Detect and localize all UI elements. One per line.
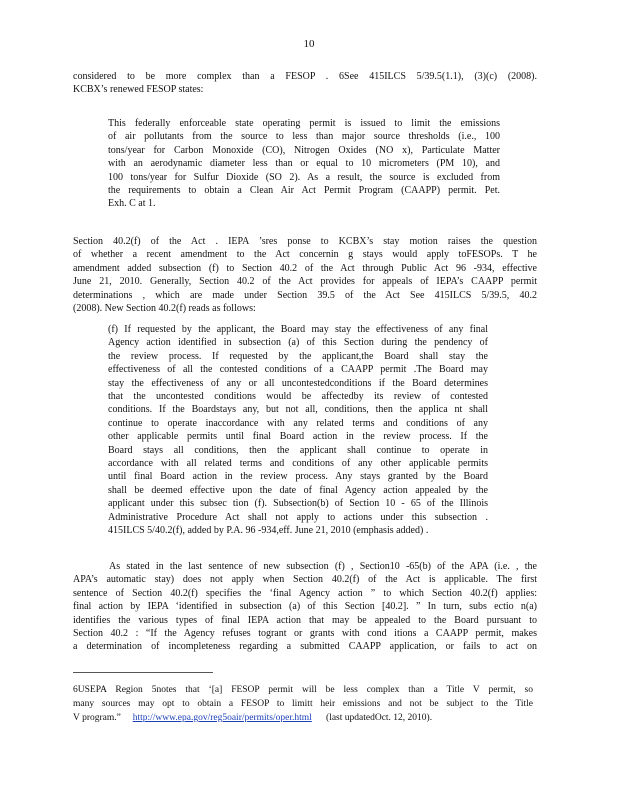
text-line: amendment added subsection (f) to Section 40.2 of the Act through Public Act 96 -934, effective <box>73 262 537 274</box>
text-line: that the uncontested conditions would be affectedby its review of contested <box>108 391 488 403</box>
text-line: continue to operate inaccordance with any related terms and conditions of any <box>108 417 488 429</box>
page-number: 10 <box>303 38 315 50</box>
text-line: Agency action identified in subsection (a) of this Section during the pendency of <box>108 337 488 349</box>
text-line: many sources may opt to obtain a FESOP to limitt heir emissions and not be subject to the Title <box>73 699 533 709</box>
text-line: shall be deemed effective upon the date of final Agency action appealed by the <box>108 484 488 496</box>
text-line: considered to be more complex than a FESOP . 6See 415ILCS 5/39.5(1.1), (3)(c) (2008). <box>73 71 537 82</box>
text-line: KCBX’s renewed FESOP states: <box>73 84 204 96</box>
text-line: tons/year for Carbon Monoxide (CO), Nitrogen Oxides (NO x), Particulate Matter <box>108 144 500 156</box>
text-line: determinations , which are made under Section 39.5 of the Act See 415ILCS 5/39.5, 40.2 <box>73 289 537 301</box>
footnote-divider <box>73 672 213 673</box>
paragraph-intro <box>73 70 537 97</box>
text-line: 100 tons/year for Sulfur Dioxide (SO 2). As a result, the source is excluded from <box>108 171 500 183</box>
text-line: the review process. If requested by the applicant,the Board shall stay the <box>108 350 488 362</box>
text-fragment: V program.” <box>73 713 121 723</box>
text-line: (f) If requested by the applicant, the Board may stay the effectiveness of any final <box>108 324 488 335</box>
text-line: 6USEPA Region 5notes that ‘[a] FESOP permit will be less complex than a Title V permit, so <box>73 685 533 695</box>
block-quote-permit <box>108 117 500 211</box>
text-line: conditions. If the Boardstays any, but not all, conditions, then the applica nt shall <box>108 404 488 416</box>
text-line: This federally enforceable state operating permit is issued to limit the emissions <box>108 118 500 129</box>
text-line: Section 40.2 : “If the Agency refuses togrant or grants with cond itions a CAAPP permit, makes <box>73 628 537 640</box>
text-line: sentence of Section 40.2(f) specifies the ‘final Agency action ” to which Section 40.2(f) applies: <box>73 587 537 599</box>
text-line: final action by IEPA ‘identified in subsection (a) of this Section [40.2]. ” In turn, subs ectio n(a) <box>73 601 537 613</box>
text-line: (2008). New Section 40.2(f) reads as follows: <box>73 303 256 315</box>
paragraph-analysis <box>73 560 537 654</box>
text-line: Administrative Procedure Act shall not apply to actions under this subsection . <box>108 511 488 523</box>
text-line: effectiveness of all the contested conditions of a CAAPP permit .The Board may <box>108 364 488 376</box>
text-line: other applicable permits until final Board action in the review process. If the <box>108 431 488 443</box>
text-line: until final Board action in the review process. Any stays granted by the Board <box>108 471 488 483</box>
block-quote-statute <box>108 323 488 538</box>
text-line: a determination of incompleteness regarding a submitted CAAPP application, or fails to act on <box>73 641 537 653</box>
footnote-last-line <box>73 711 533 725</box>
text-line: Exh. C at 1. <box>108 198 156 210</box>
text-line: with an aerodynamic diameter less than or equal to 10 micrometers (PM 10), and <box>108 158 500 170</box>
paragraph-section-heading <box>73 235 537 315</box>
text-line: stay the effectiveness of any or all uncontestedconditions if the Board determines <box>108 377 488 389</box>
text-line: the requirements to obtain a Clean Air Act Permit Program (CAAPP) permit. Pet. <box>108 185 500 197</box>
text-line: Board stays all conditions, then the applicant shall continue to operate in <box>108 444 488 456</box>
text-line: of whether a recent amendment to the Act concernin g stays would apply toFESOPs. T he <box>73 249 537 261</box>
text-line: As stated in the last sentence of new subsection (f) , Section10 -65(b) of the APA (i.e. , the <box>109 561 537 572</box>
text-line: June 21, 2010. Generally, Section 40.2 of the Act provides for appeals of IEPA’s CAAPP permit <box>73 276 537 288</box>
footnote-link[interactable]: http://www.epa.gov/reg5oair/permits/oper.html <box>132 713 312 723</box>
text-fragment: (last updatedOct. 12, 2010). <box>326 713 433 723</box>
text-line: applicant under this subsec tion (f). Subsection(b) of Section 10 - 65 of the Illinois <box>108 498 488 510</box>
text-line: 415ILCS 5/40.2(f), added by P.A. 96 -934,eff. June 21, 2010 (emphasis added) . <box>108 525 429 537</box>
footnote <box>73 683 533 725</box>
text-line: of air pollutants from the source to less than major source thresholds (i.e., 100 <box>108 131 500 143</box>
text-line: accordance with all related terms and conditions of any other applicable permits <box>108 458 488 470</box>
text-line: identifies the various types of final IEPA action that may be appealed to the Board pursuant to <box>73 614 537 626</box>
text-line: Section 40.2(f) of the Act . IEPA ’sres ponse to KCBX’s stay motion raises the question <box>73 236 537 247</box>
text-line: APA’s automatic stay) does not apply when Section 40.2(f) of the Act is applicable. The first <box>73 574 537 586</box>
